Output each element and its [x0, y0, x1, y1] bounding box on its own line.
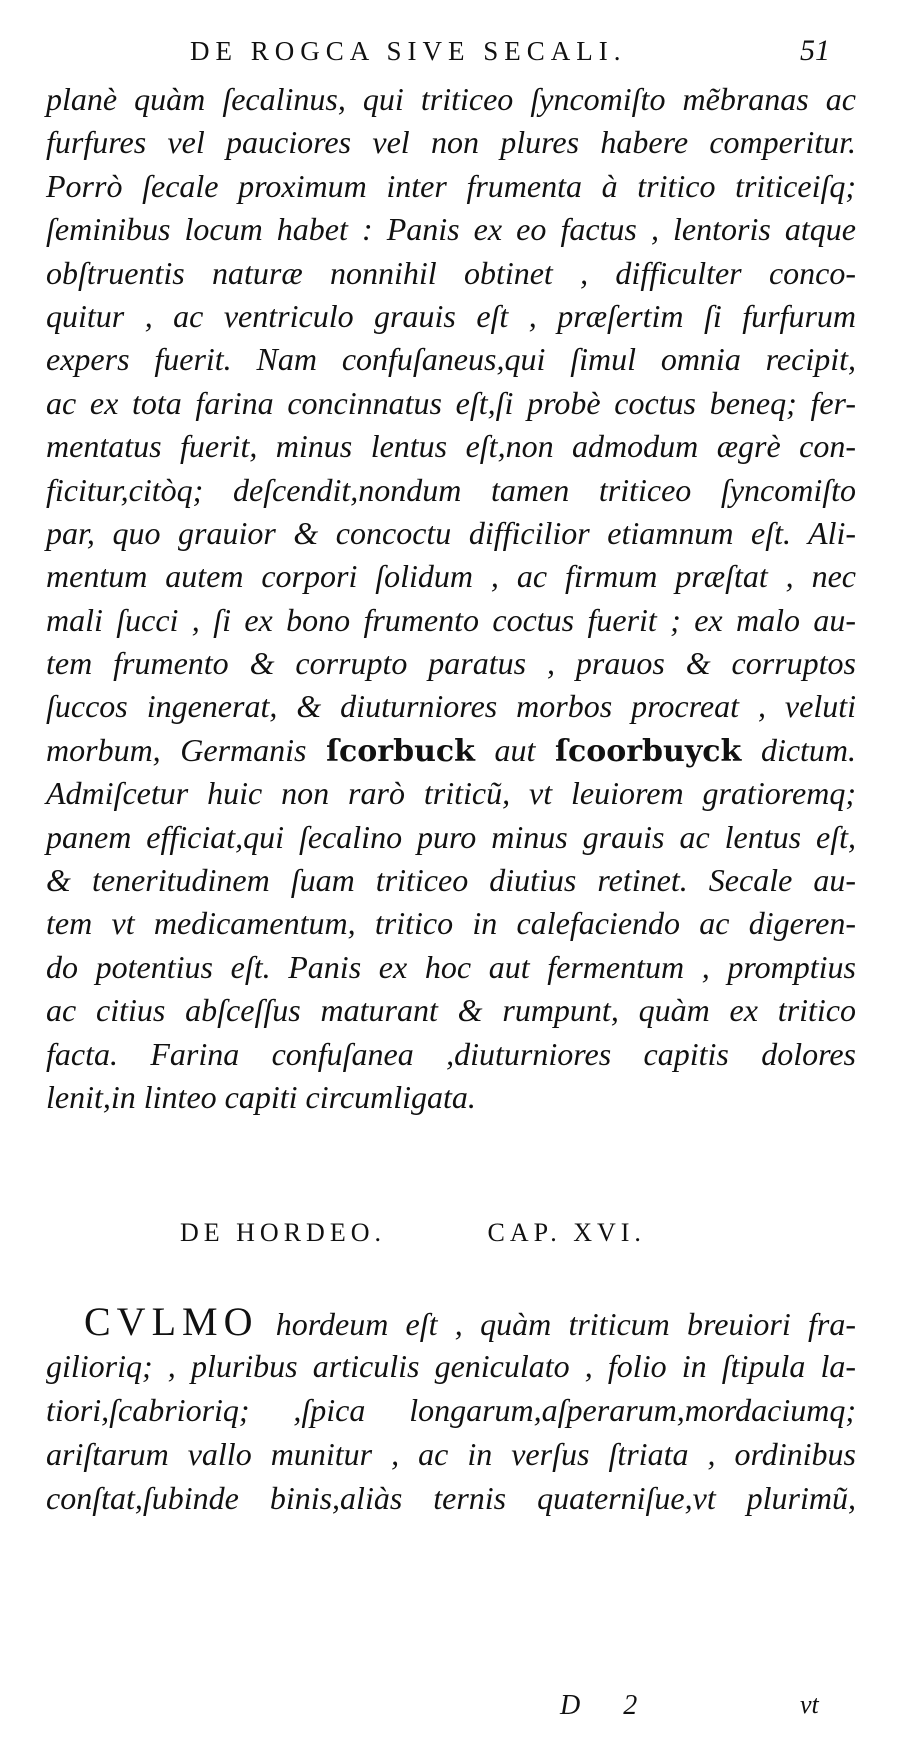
catchword: vt [800, 1690, 819, 1719]
body-text-chapter-16 [46, 1300, 856, 1520]
text-line-gothic [46, 729, 856, 772]
line-segment: dictum. [760, 731, 857, 768]
text-line: ac citius abſceſſus maturant & rumpunt, quàm ex tritico [46, 992, 856, 1029]
chapter-heading [180, 1218, 646, 1248]
text-line-first [46, 1300, 856, 1344]
chapter-title: DE HORDEO. [180, 1218, 386, 1247]
text-line: Porrò ſecale proximum inter frumenta à tritico triticeiſq; [46, 167, 856, 204]
text-line: Admiſcetur huic non rarò triticũ, vt leuiorem gratioremq; [46, 775, 856, 812]
text-line: tem vt medicamentum, tritico in calefaciendo ac digeren- [46, 905, 856, 942]
text-line: & teneritudinem ſuam triticeo diutius retinet. Secale au- [46, 862, 856, 899]
text-line: ſeminibus locum habet : Panis ex eo factus , lentoris atque [46, 211, 856, 248]
line-segment: aut [494, 731, 536, 768]
text-line: conſtat,ſubinde binis,aliàs ternis quaterniſue,vt plurimũ, [46, 1480, 856, 1516]
text-line: tem frumento & corrupto paratus , prauos & corruptos [46, 645, 856, 682]
body-text-chapter-15 [46, 78, 856, 1119]
blackletter-word: ſcorbuck [326, 733, 475, 769]
signature-mark: D 2 [560, 1690, 656, 1721]
text-line: ficitur,citòq; deſcendit,nondum tamen triticeo ſyncomiſto [46, 471, 856, 508]
text-line: par, quo grauior & concoctu difficilior etiamnum eſt. Ali- [46, 514, 856, 551]
chapter-number: CAP. XVI. [487, 1218, 646, 1247]
text-line: ſuccos ingenerat, & diuturniores morbos procreat , veluti [46, 688, 856, 725]
text-line: panem efficiat,qui ſecalino puro minus grauis ac lentus eſt, [46, 818, 856, 855]
text-line: mentum autem corpori ſolidum , ac firmum præſtat , nec [46, 558, 856, 595]
text-line: gilioriq; , pluribus articulis geniculato , folio in ſtipula la- [46, 1348, 856, 1384]
running-head: DE ROGCA SIVE SECALI. [190, 36, 627, 66]
text-line: facta. Farina confuſanea ,diuturniores capitis dolores [46, 1035, 856, 1072]
text-line: planè quàm ſecalinus, qui triticeo ſyncomiſto mẽbranas ac [46, 81, 856, 117]
text-line: do potentius eſt. Panis ex hoc aut fermentum , promptius [46, 948, 856, 985]
text-line: tiori,ſcabrioriq; ,ſpica longarum,aſperarum,mordaciumq; [46, 1392, 856, 1428]
text-line: lenit,in linteo capiti circumligata. [46, 1078, 476, 1115]
blackletter-word: ſcoorbuyck [555, 733, 742, 769]
text-line: ariſtarum vallo munitur , ac in verſus ſtriata , ordinibus [46, 1436, 856, 1472]
text-line: furfures vel pauciores vel non plures habere comperitur. [46, 124, 856, 161]
text-line: obſtruentis naturæ nonnihil obtinet , difficulter conco- [46, 254, 856, 291]
page-number: 51 [800, 34, 830, 67]
opening-word: CVLMO [84, 1299, 259, 1344]
text-line: quitur , ac ventriculo grauis eſt , præſertim ſi furfurum [46, 297, 856, 334]
text-line: ac ex tota farina concinnatus eſt,ſi probè coctus beneq; fer- [46, 384, 856, 421]
line-segment: morbum, Germanis [46, 731, 307, 768]
text-line: mali ſucci , ſi ex bono frumento coctus fuerit ; ex malo au- [46, 601, 856, 638]
text-line: mentatus fuerit, minus lentus eſt,non admodum ægrè con- [46, 428, 856, 465]
text-line: expers fuerit. Nam confuſaneus,qui ſimul omnia recipit, [46, 341, 856, 378]
line-segment: hordeum eſt , quàm triticum breuiori fra- [275, 1306, 857, 1342]
